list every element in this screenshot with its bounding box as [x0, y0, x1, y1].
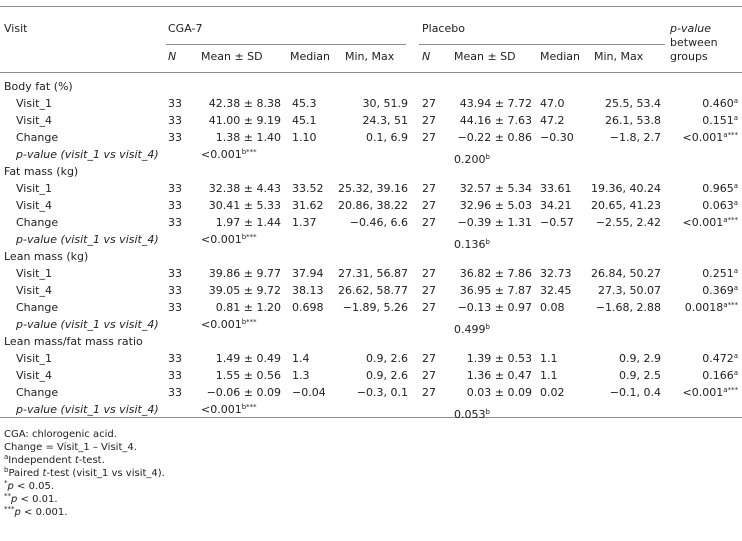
cga-pvalue-within: $<0.001^{b***}$	[201, 403, 257, 416]
cga-minmax: 25.32, 39.16	[338, 182, 408, 195]
header-cga-mean: Mean ± SD	[201, 50, 263, 63]
cga-median: 1.10	[292, 131, 317, 144]
cga-median: 0.698	[292, 301, 324, 314]
cga-median: 1.3	[292, 369, 310, 382]
footnote-b: $^b$Paired t-test (visit_1 vs visit_4).	[4, 466, 165, 479]
row-label: Change	[16, 131, 59, 144]
cga-median: −0.04	[292, 386, 326, 399]
cga-group-rule	[166, 44, 406, 45]
p-between-groups: $0.0018^{a***}$	[684, 301, 738, 314]
header-pla-median: Median	[540, 50, 581, 63]
cga-median: 45.3	[292, 97, 317, 110]
cga-n: 33	[168, 284, 182, 297]
cga-mean-sd: 1.49 ± 0.49	[215, 352, 281, 365]
cga-mean-sd: 1.97 ± 1.44	[215, 216, 281, 229]
header-cga-median: Median	[290, 50, 331, 63]
placebo-median: 47.0	[540, 97, 565, 110]
footnote-p01: **p < 0.01.	[4, 492, 58, 505]
cga-median: 31.62	[292, 199, 324, 212]
row-label: Visit_1	[16, 97, 52, 110]
p-between-groups: 0.063$^a$	[702, 199, 738, 212]
placebo-n: 27	[422, 114, 436, 127]
footnote-p05: *p < 0.05.	[4, 479, 55, 492]
placebo-n: 27	[422, 199, 436, 212]
cga-pvalue-within: $<0.001^{b***}$	[201, 318, 257, 331]
pvalue-within-label: p-value (visit_1 vs visit_4)	[16, 318, 159, 331]
placebo-median: 1.1	[540, 352, 558, 365]
placebo-mean-sd: 44.16 ± 7.63	[459, 114, 532, 127]
cga-mean-sd: 32.38 ± 4.43	[208, 182, 281, 195]
placebo-mean-sd: 32.96 ± 5.03	[459, 199, 532, 212]
placebo-n: 27	[422, 352, 436, 365]
row-label: Visit_1	[16, 182, 52, 195]
placebo-minmax: 20.65, 41.23	[591, 199, 661, 212]
p-between-groups: 0.965$^a$	[702, 182, 738, 195]
placebo-n: 27	[422, 131, 436, 144]
placebo-minmax: −1.8, 2.7	[609, 131, 661, 144]
cga-minmax: 30, 51.9	[362, 97, 408, 110]
cga-n: 33	[168, 267, 182, 280]
row-label: Visit_4	[16, 199, 52, 212]
cga-n: 33	[168, 352, 182, 365]
placebo-minmax: −2.55, 2.42	[595, 216, 661, 229]
cga-minmax: 0.9, 2.6	[366, 369, 408, 382]
placebo-median: 34.21	[540, 199, 572, 212]
cga-mean-sd: 42.38 ± 8.38	[208, 97, 281, 110]
cga-minmax: 0.1, 6.9	[366, 131, 408, 144]
cga-mean-sd: 1.55 ± 0.56	[215, 369, 281, 382]
header-visit: Visit	[4, 22, 28, 35]
placebo-minmax: 26.84, 50.27	[591, 267, 661, 280]
placebo-n: 27	[422, 386, 436, 399]
placebo-mean-sd: −0.13 ± 0.97	[457, 301, 532, 314]
row-label: Change	[16, 301, 59, 314]
header-pla-n: N	[422, 50, 431, 63]
cga-mean-sd: 30.41 ± 5.33	[208, 199, 281, 212]
placebo-mean-sd: −0.39 ± 1.31	[457, 216, 532, 229]
cga-median: 38.13	[292, 284, 324, 297]
placebo-n: 27	[422, 97, 436, 110]
p-between-groups: 0.472$^a$	[702, 352, 738, 365]
p-between-groups: $<0.001^{a***}$	[682, 131, 738, 144]
cga-minmax: 26.62, 58.77	[338, 284, 408, 297]
placebo-minmax: 19.36, 40.24	[591, 182, 661, 195]
header-cga-minmax: Min, Max	[345, 50, 395, 63]
cga-mean-sd: −0.06 ± 0.09	[206, 386, 281, 399]
row-label: Visit_4	[16, 284, 52, 297]
placebo-pvalue-within: 0.499$^b$	[454, 323, 490, 336]
footnote-a: $^a$Independent t-test.	[4, 453, 105, 466]
p-between-groups: 0.251$^a$	[702, 267, 738, 280]
p-between-groups: 0.369$^a$	[702, 284, 738, 297]
footnote-cga: CGA: chlorogenic acid.	[4, 429, 117, 440]
cga-minmax: 20.86, 38.22	[338, 199, 408, 212]
cga-n: 33	[168, 199, 182, 212]
header-cga-group: CGA-7	[168, 22, 203, 35]
placebo-minmax: 27.3, 50.07	[598, 284, 661, 297]
bottom-rule	[0, 417, 742, 418]
cga-median: 1.37	[292, 216, 317, 229]
cga-minmax: 27.31, 56.87	[338, 267, 408, 280]
header-rule	[0, 72, 742, 73]
placebo-median: 33.61	[540, 182, 572, 195]
placebo-minmax: 25.5, 53.4	[605, 97, 661, 110]
placebo-pvalue-within: 0.136$^b$	[454, 238, 490, 251]
row-label: Visit_1	[16, 267, 52, 280]
placebo-median: 0.08	[540, 301, 565, 314]
cga-n: 33	[168, 301, 182, 314]
footnote-change: Change = Visit_1 – Visit_4.	[4, 442, 137, 453]
cga-n: 33	[168, 369, 182, 382]
cga-pvalue-within: $<0.001^{b***}$	[201, 148, 257, 161]
placebo-n: 27	[422, 301, 436, 314]
cga-minmax: 24.3, 51	[362, 114, 408, 127]
row-label: Change	[16, 216, 59, 229]
cga-mean-sd: 41.00 ± 9.19	[208, 114, 281, 127]
cga-median: 37.94	[292, 267, 324, 280]
cga-mean-sd: 0.81 ± 1.20	[215, 301, 281, 314]
placebo-minmax: 0.9, 2.9	[619, 352, 661, 365]
p-between-groups: 0.151$^a$	[702, 114, 738, 127]
row-label: Visit_1	[16, 352, 52, 365]
header-pla-minmax: Min, Max	[594, 50, 644, 63]
placebo-median: 32.73	[540, 267, 572, 280]
cga-n: 33	[168, 216, 182, 229]
p-between-groups: 0.460$^a$	[702, 97, 738, 110]
placebo-mean-sd: −0.22 ± 0.86	[457, 131, 532, 144]
placebo-median: 0.02	[540, 386, 565, 399]
placebo-pvalue-within: 0.053$^b$	[454, 408, 490, 421]
cga-median: 1.4	[292, 352, 310, 365]
placebo-median: 47.2	[540, 114, 565, 127]
header-placebo-group: Placebo	[422, 22, 465, 35]
placebo-n: 27	[422, 369, 436, 382]
cga-mean-sd: 39.05 ± 9.72	[208, 284, 281, 297]
placebo-minmax: −0.1, 0.4	[609, 386, 661, 399]
cga-minmax: −1.89, 5.26	[342, 301, 408, 314]
placebo-n: 27	[422, 267, 436, 280]
cga-minmax: −0.46, 6.6	[349, 216, 408, 229]
footnote-p001: ***p < 0.001.	[4, 505, 68, 518]
header-cga-n: N	[168, 50, 177, 63]
placebo-median: 32.45	[540, 284, 572, 297]
section-title: Fat mass (kg)	[4, 165, 79, 178]
placebo-mean-sd: 43.94 ± 7.72	[459, 97, 532, 110]
placebo-mean-sd: 32.57 ± 5.34	[459, 182, 532, 195]
cga-minmax: 0.9, 2.6	[366, 352, 408, 365]
placebo-median: 1.1	[540, 369, 558, 382]
pvalue-within-label: p-value (visit_1 vs visit_4)	[16, 148, 159, 161]
cga-median: 33.52	[292, 182, 324, 195]
p-between-groups: $<0.001^{a***}$	[682, 386, 738, 399]
placebo-median: −0.30	[540, 131, 574, 144]
p-between-groups: $<0.001^{a***}$	[682, 216, 738, 229]
placebo-minmax: 26.1, 53.8	[605, 114, 661, 127]
placebo-n: 27	[422, 216, 436, 229]
header-pvalue-line3: groups	[670, 50, 708, 63]
cga-pvalue-within: $<0.001^{b***}$	[201, 233, 257, 246]
placebo-n: 27	[422, 284, 436, 297]
placebo-mean-sd: 0.03 ± 0.09	[466, 386, 532, 399]
placebo-n: 27	[422, 182, 436, 195]
row-label: Visit_4	[16, 369, 52, 382]
section-title: Lean mass (kg)	[4, 250, 89, 263]
cga-mean-sd: 39.86 ± 9.77	[208, 267, 281, 280]
section-title: Lean mass/fat mass ratio	[4, 335, 143, 348]
p-between-groups: 0.166$^a$	[702, 369, 738, 382]
placebo-minmax: 0.9, 2.5	[619, 369, 661, 382]
placebo-mean-sd: 36.82 ± 7.86	[459, 267, 532, 280]
cga-n: 33	[168, 386, 182, 399]
cga-median: 45.1	[292, 114, 317, 127]
placebo-minmax: −1.68, 2.88	[595, 301, 661, 314]
top-rule	[0, 6, 742, 7]
row-label: Visit_4	[16, 114, 52, 127]
placebo-median: −0.57	[540, 216, 574, 229]
placebo-pvalue-within: 0.200$^b$	[454, 153, 490, 166]
pvalue-within-label: p-value (visit_1 vs visit_4)	[16, 403, 159, 416]
cga-n: 33	[168, 131, 182, 144]
cga-n: 33	[168, 97, 182, 110]
pvalue-within-label: p-value (visit_1 vs visit_4)	[16, 233, 159, 246]
cga-n: 33	[168, 114, 182, 127]
row-label: Change	[16, 386, 59, 399]
header-pvalue-line1: p-value	[670, 22, 711, 35]
placebo-mean-sd: 36.95 ± 7.87	[459, 284, 532, 297]
cga-mean-sd: 1.38 ± 1.40	[215, 131, 281, 144]
placebo-mean-sd: 1.39 ± 0.53	[466, 352, 532, 365]
header-pla-mean: Mean ± SD	[454, 50, 516, 63]
placebo-mean-sd: 1.36 ± 0.47	[466, 369, 532, 382]
placebo-group-rule	[419, 44, 665, 45]
cga-n: 33	[168, 182, 182, 195]
cga-minmax: −0.3, 0.1	[356, 386, 408, 399]
section-title: Body fat (%)	[4, 80, 73, 93]
header-pvalue-line2: between	[670, 36, 718, 49]
